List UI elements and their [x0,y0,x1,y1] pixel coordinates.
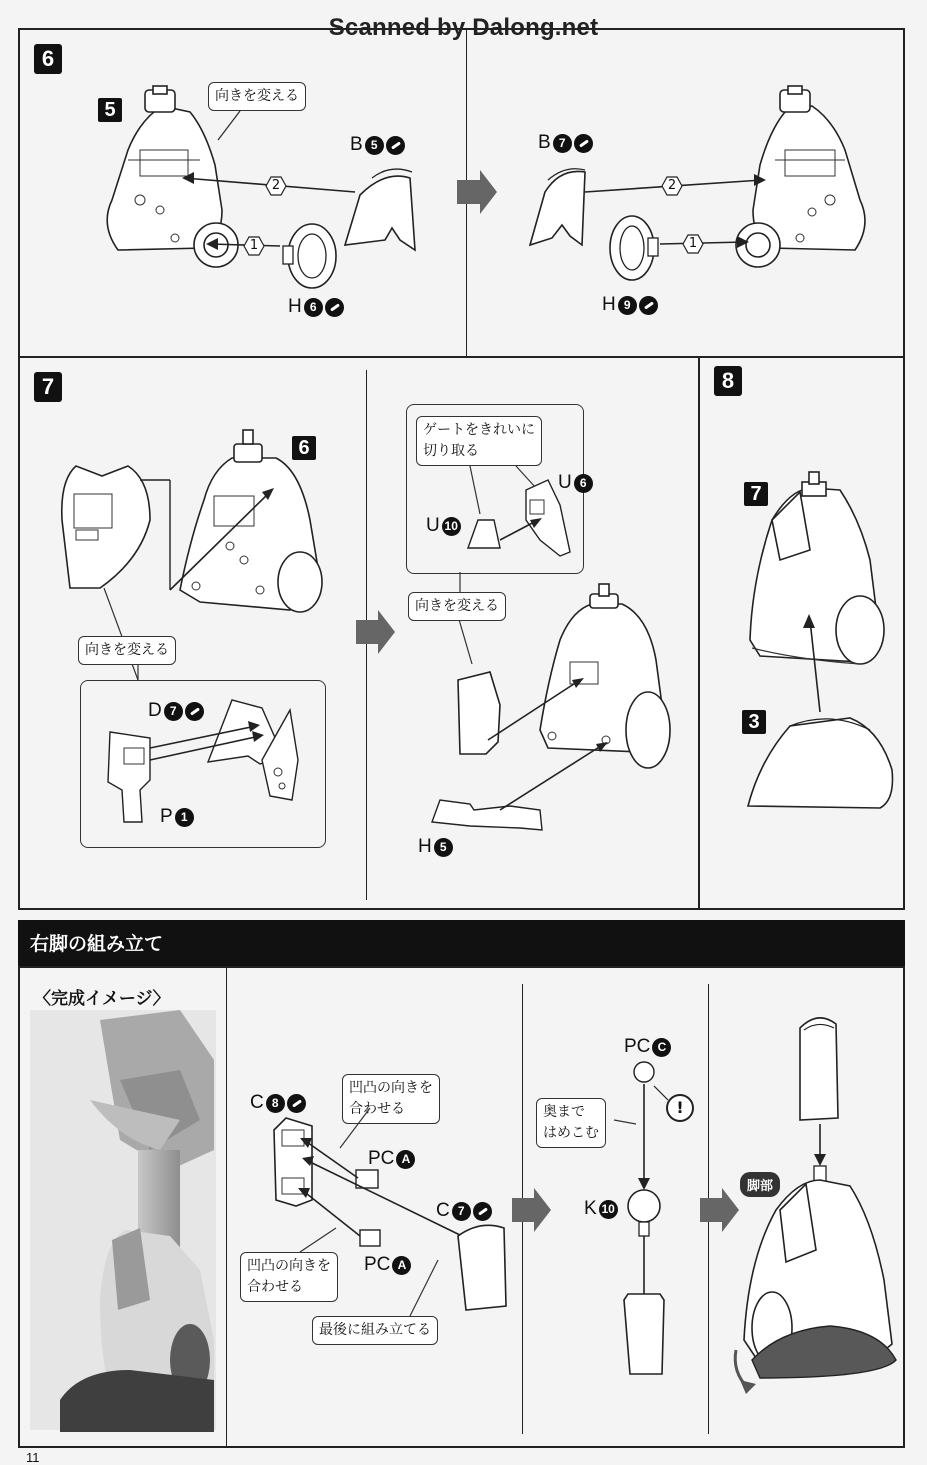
step6-sub-ref: 5 [98,98,122,122]
step6-number: 6 [34,44,62,74]
rl-partC7-letter: C [436,1200,450,1221]
rl-callout-align-2-line2: 合わせる [247,1279,303,1295]
step7-partD-letter: D [148,700,162,721]
step6-callout-rotate: 向きを変える [208,82,306,111]
step7-number: 7 [34,372,62,402]
step6-partH-letter: H [288,296,302,317]
step7-callout-rotate-right: 向きを変える [408,592,506,621]
step7-partU2-letter: U [426,515,440,536]
step6-partB-num: 5 [365,136,384,155]
right-leg-header: 右脚の組み立て [18,920,905,968]
rl-partPCC-num: C [652,1038,671,1057]
page-number: 11 [26,1450,40,1465]
step7-partU1-letter: U [558,472,572,493]
step7-partU2-num: 10 [442,517,461,536]
step7-partH-letter: H [418,836,432,857]
step8-sub-top: 7 [744,482,768,506]
step8-number: 8 [714,366,742,396]
step6-right-arrow1-label: 1 [688,236,698,251]
watermark-text: Scanned by Dalong.net [328,14,599,41]
step6-partH-num: 6 [304,298,323,317]
rl-partPCA2-letter: PC [364,1254,391,1275]
step6-left-arrow1-label: 1 [249,238,259,253]
rl-partC8-num: 8 [266,1094,285,1113]
rl-callout-align-1-line1: 凹凸の向きを [349,1080,433,1096]
step6-right-partB-num: 7 [553,134,572,153]
step7-partP-letter: P [160,806,173,827]
step7-callout-gate-line2: 切り取る [423,443,479,459]
step6-right-arrow2-label: 2 [667,178,677,193]
step8-sub-bottom: 3 [742,710,766,734]
step7-partH-num: 5 [434,838,453,857]
rl-callout-push-line1: 奥まで [543,1104,585,1120]
step6-left-arrow2-label: 2 [271,178,281,193]
step7-partD-num: 7 [164,702,183,721]
step7-callout-rotate-left: 向きを変える [78,636,176,665]
step6-right-partH-letter: H [602,294,616,315]
rl-partPCC-letter: PC [624,1036,651,1057]
rl-callout-align-2-line1: 凹凸の向きを [247,1258,331,1274]
rl-partK-letter: K [584,1198,597,1219]
warning-icon: ! [666,1094,694,1122]
rl-partC8-letter: C [250,1092,264,1113]
rl-partC7-num: 7 [452,1202,471,1221]
rl-callout-assemble-last: 最後に組み立てる [312,1316,438,1345]
completed-image-label: 〈完成イメージ〉 [34,989,170,1009]
step6-right-partH-num: 9 [618,296,637,315]
rl-leg-tag: 脚部 [740,1172,780,1197]
rl-callout-align-1-line2: 合わせる [349,1101,405,1117]
rl-partPCA2-num: A [392,1256,411,1275]
step6-partB-letter: B [350,134,363,155]
step6-right-partB-letter: B [538,132,551,153]
step7-sub-ref: 6 [292,436,316,460]
rl-partPCA1-letter: PC [368,1148,395,1169]
rl-partK-num: 10 [599,1200,618,1219]
rl-callout-push-line2: はめこむ [543,1125,599,1141]
step7-callout-gate-line1: ゲートをきれいに [423,422,535,438]
rl-partPCA1-num: A [396,1150,415,1169]
step7-partU1-num: 6 [574,474,593,493]
step7-partP-num: 1 [175,808,194,827]
